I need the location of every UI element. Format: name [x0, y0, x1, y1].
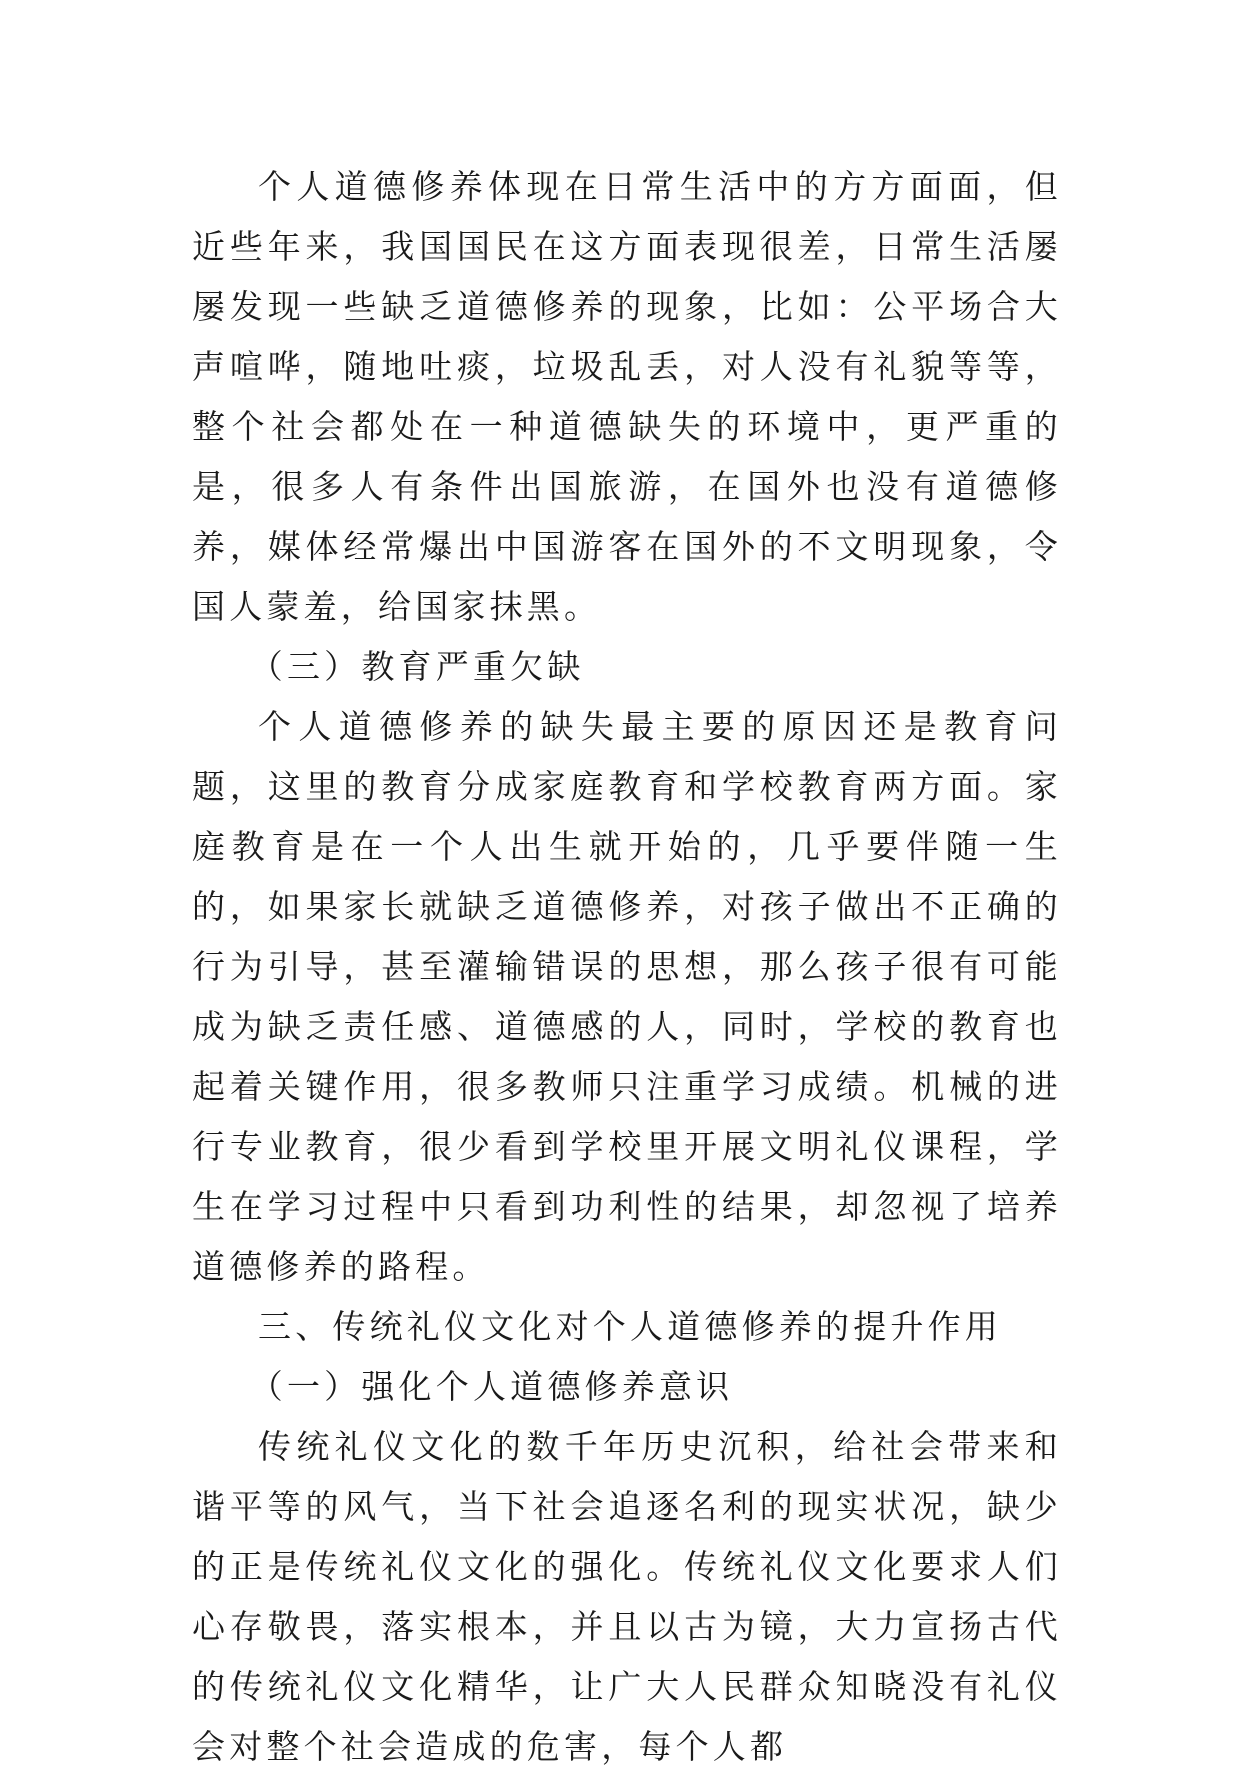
paragraph-moral-cultivation-issues: 个人道德修养体现在日常生活中的方方面面，但近些年来，我国国民在这方面表现很差，日常生活屡屡发现一些缺乏道德修养的现象，比如：公平场合大声喧哗，随地吐痰，垃圾乱丢，对人没有礼貌等等，整个社会都处在一种道德缺失的环境中，更严重的是，很多人有条件出国旅游，在国外也没有道德修养，媒体经常爆出中国游客在国外的不文明现象，令国人蒙羞，给国家抹黑。 [192, 167, 1062, 626]
chapter-heading-etiquette-role: 三、传统礼仪文化对个人道德修养的提升作用 [258, 1307, 1002, 1346]
section-heading-strengthen-awareness: （一）强化个人道德修养意识 [249, 1367, 734, 1406]
paragraph-education-problem: 个人道德修养的缺失最主要的原因还是教育问题，这里的教育分成家庭教育和学校教育两方面。家庭教育是在一个人出生就开始的，几乎要伴随一生的，如果家长就缺乏道德修养，对孩子做出不正确的行为引导，甚至灌输错误的思想，那么孩子很有可能成为缺乏责任感、道德感的人，同时，学校的教育也起着关键作用，很多教师只注重学习成绩。机械的进行专业教育，很少看到学校里开展文明礼仪课程，学生在学习过程中只看到功利性的结果，却忽视了培养道德修养的路程。 [192, 707, 1062, 1286]
section-heading-education-lacking: （三）教育严重欠缺 [249, 647, 585, 686]
document-body [192, 157, 1062, 1777]
paragraph-etiquette-culture: 传统礼仪文化的数千年历史沉积，给社会带来和谐平等的风气，当下社会追逐名利的现实状况，缺少的正是传统礼仪文化的强化。传统礼仪文化要求人们心存敬畏，落实根本，并且以古为镜，大力宣扬古代的传统礼仪文化精华，让广大人民群众知晓没有礼仪会对整个社会造成的危害，每个人都 [192, 1427, 1062, 1766]
